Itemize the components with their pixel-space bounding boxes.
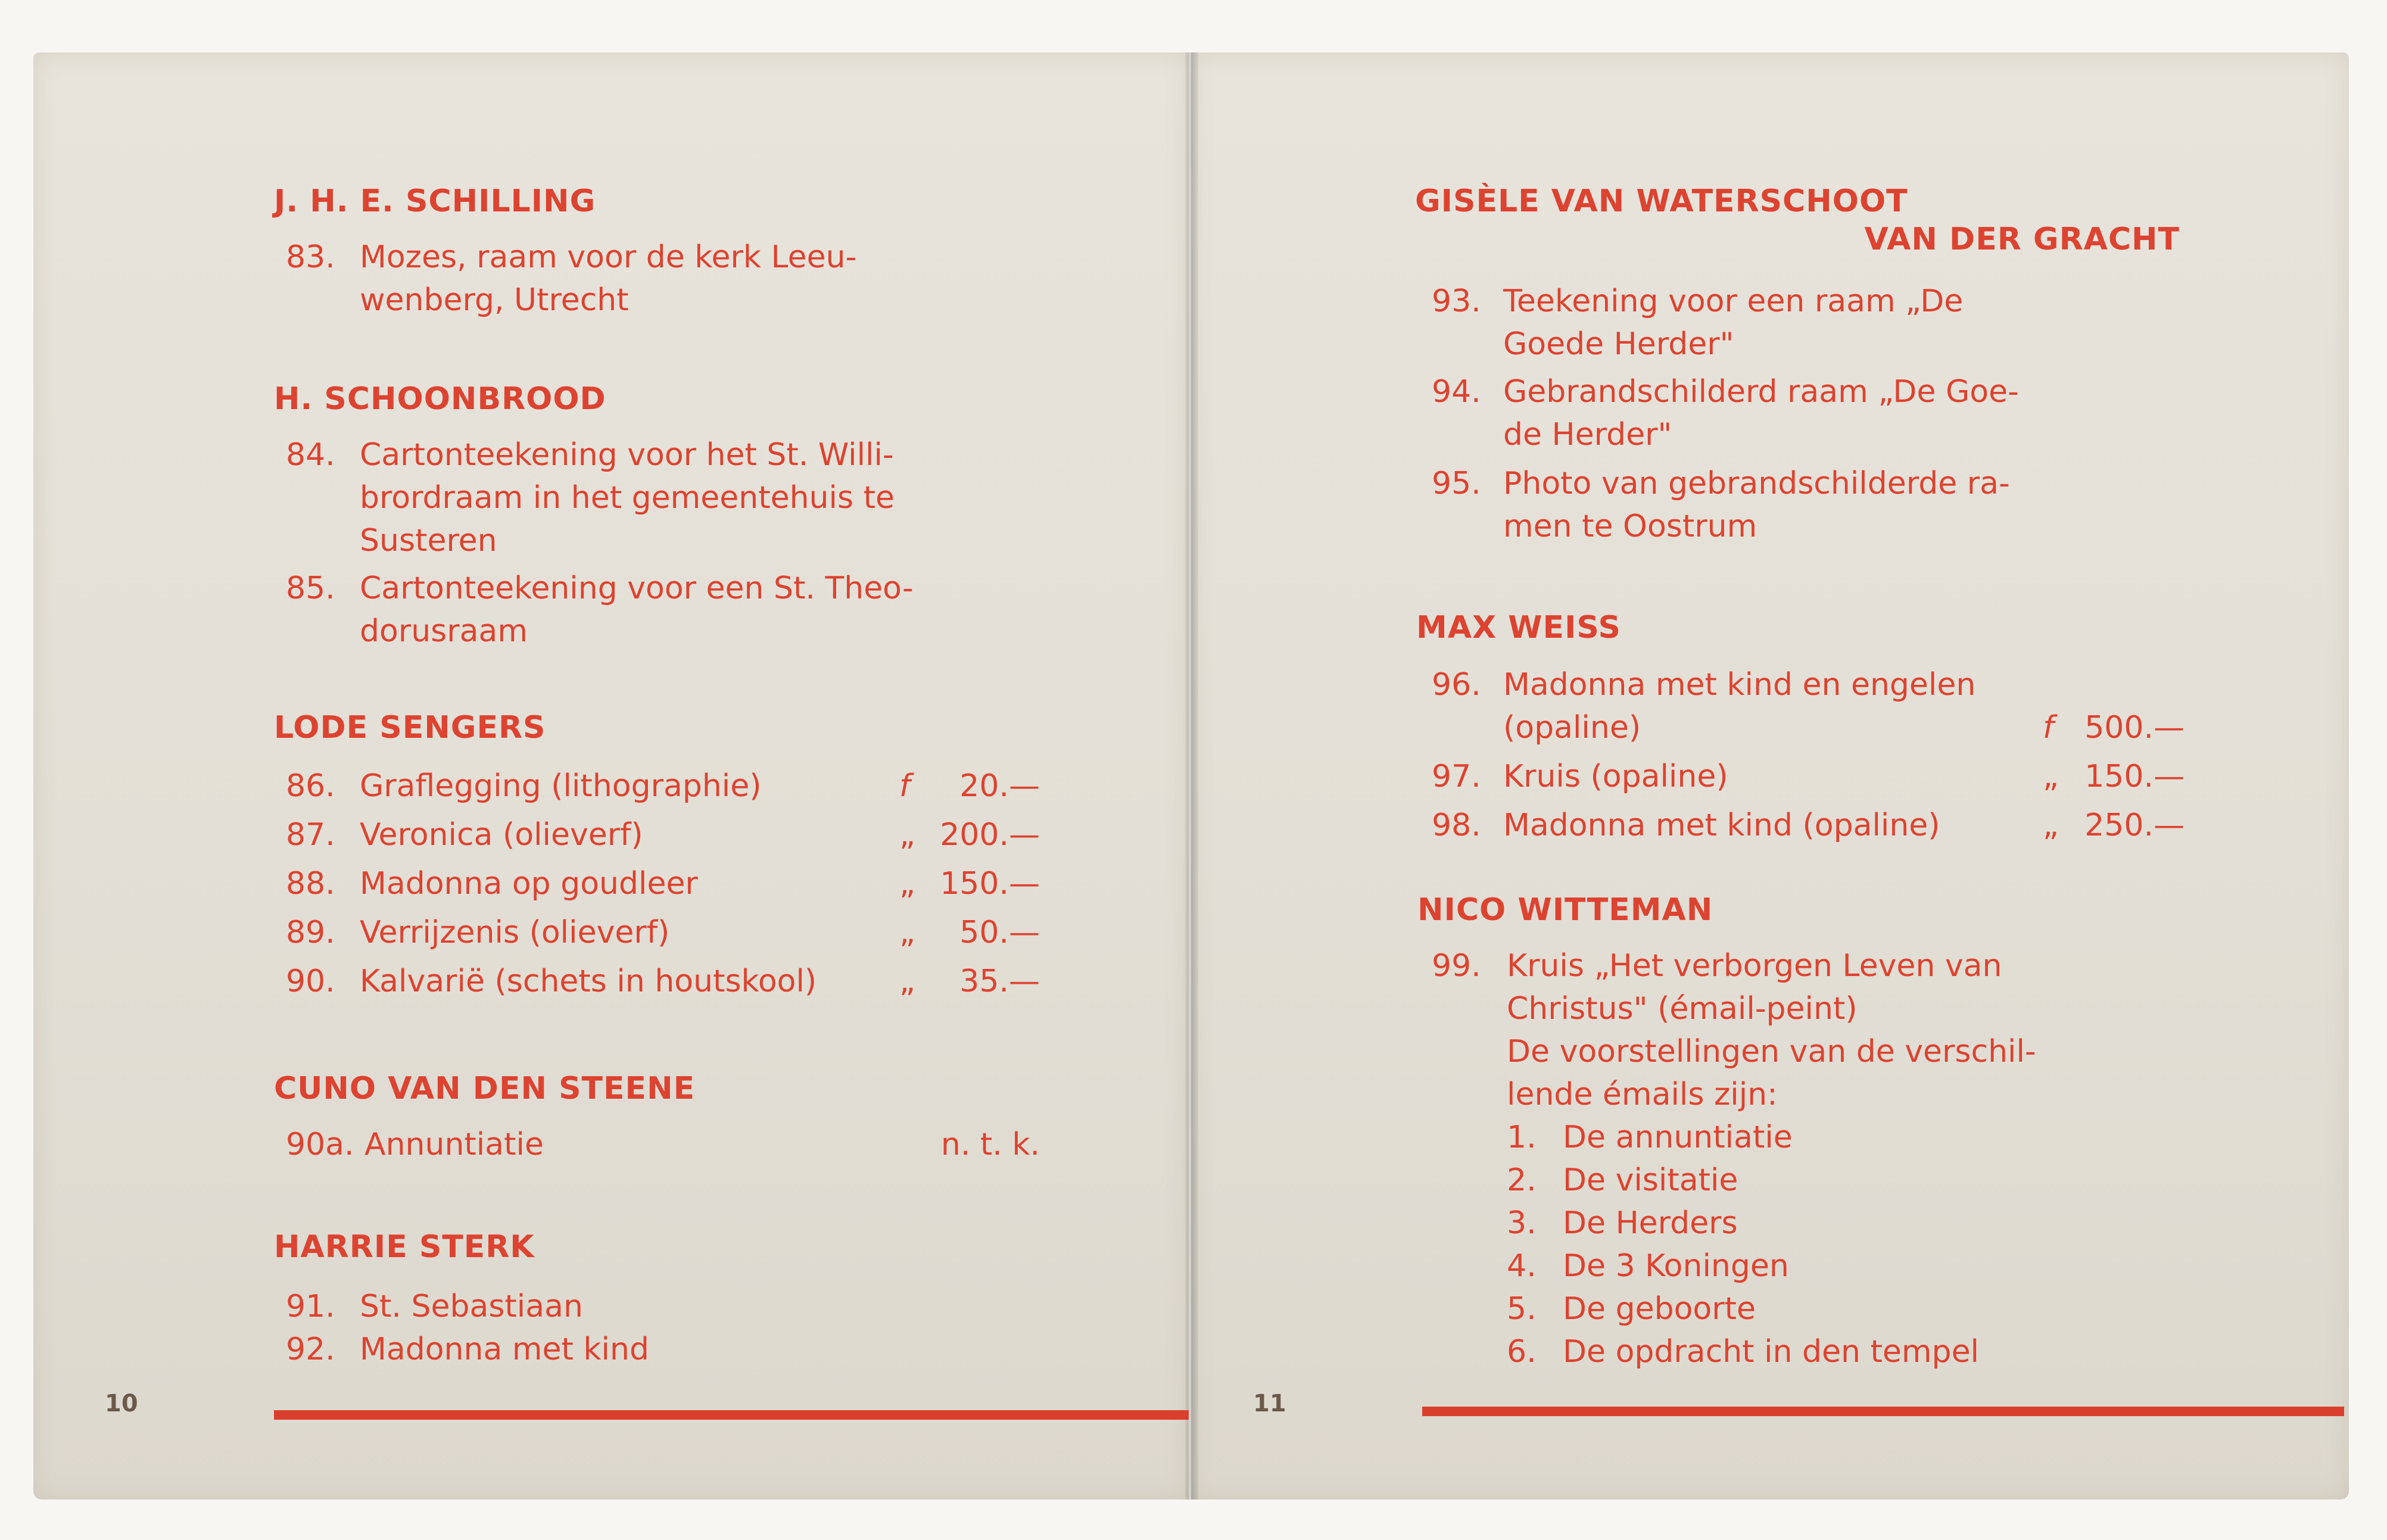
artist-heading: HARRIE STERK	[274, 1229, 535, 1265]
entry-line: Mozes, raam voor de kerk Leeu-	[360, 239, 857, 275]
price: 500.—	[2084, 710, 2185, 746]
entry-line: lende émails zijn:	[1507, 1077, 1778, 1112]
price: 50.—	[959, 915, 1040, 950]
entry-line: Verrijzenis (olieverf)	[360, 915, 670, 950]
currency-mark: f	[2043, 710, 2054, 746]
sub-item-text: De visitatie	[1563, 1162, 1738, 1198]
booklet-spine	[1185, 52, 1198, 1500]
artist-heading-continuation: VAN DER GRACHT	[1864, 222, 2180, 257]
entry-line: Annuntiatie	[364, 1127, 544, 1162]
entry-number: 92.	[286, 1332, 335, 1367]
price: 35.—	[959, 964, 1040, 999]
entry-line: Gebrandschilderd raam „De Goe-	[1503, 374, 2019, 410]
price: 150.—	[2084, 759, 2185, 794]
entry-number: 93.	[1432, 283, 1481, 319]
currency-mark: f	[899, 768, 911, 804]
entry-number: 86.	[286, 768, 335, 804]
entry-line: Kruis (opaline)	[1503, 759, 1728, 794]
entry-line: De voorstellingen van de verschil-	[1507, 1034, 2036, 1070]
ditto-mark: „	[2043, 759, 2059, 794]
entry-line: wenberg, Utrecht	[360, 282, 629, 318]
entry-number: 99.	[1432, 948, 1481, 984]
ditto-mark: „	[899, 964, 915, 999]
entry-number: 88.	[286, 866, 335, 902]
artist-heading: NICO WITTEMAN	[1417, 892, 1713, 928]
entry-line: Christus" (émail-peint)	[1507, 991, 1858, 1027]
artist-heading: LODE SENGERS	[274, 710, 546, 746]
ditto-mark: „	[899, 915, 915, 950]
entry-number: 87.	[286, 817, 335, 853]
entry-line: Madonna op goudleer	[360, 866, 698, 902]
artist-heading: H. SCHOONBROOD	[274, 381, 606, 417]
entry-line: Susteren	[360, 523, 497, 559]
artist-heading: MAX WEISS	[1416, 610, 1621, 646]
entry-line: (opaline)	[1503, 710, 1641, 746]
entry-number: 85.	[286, 571, 335, 606]
entry-line: Kalvarië (schets in houtskool)	[360, 964, 817, 999]
entry-line: Veronica (olieverf)	[360, 817, 643, 853]
sub-item-number: 1.	[1507, 1120, 1537, 1155]
sub-item-number: 2.	[1507, 1162, 1537, 1198]
entry-line: Madonna met kind en engelen	[1503, 667, 1976, 703]
price: n. t. k.	[940, 1127, 1040, 1162]
sub-item-number: 4.	[1507, 1248, 1537, 1284]
entry-number: 84.	[286, 437, 335, 473]
sub-item-text: De annuntiatie	[1563, 1120, 1793, 1155]
entry-number: 97.	[1432, 759, 1481, 794]
entry-line: Photo van gebrandschilderde ra-	[1503, 466, 2010, 501]
entry-line: Madonna met kind (opaline)	[1503, 808, 1940, 843]
artist-heading: CUNO VAN DEN STEENE	[274, 1071, 696, 1106]
price: 20.—	[959, 768, 1040, 804]
price: 150.—	[940, 866, 1040, 902]
price: 200.—	[940, 817, 1040, 853]
entry-number: 89.	[286, 915, 335, 950]
sub-item-number: 6.	[1507, 1334, 1537, 1370]
page-number: 10	[105, 1390, 138, 1417]
entry-line: Kruis „Het verborgen Leven van	[1507, 948, 2002, 984]
sub-item-number: 3.	[1507, 1205, 1537, 1241]
ditto-mark: „	[899, 866, 915, 902]
entry-line: Graflegging (lithographie)	[360, 768, 762, 804]
page-number: 11	[1253, 1390, 1286, 1417]
footer-rule	[1422, 1407, 2344, 1416]
price: 250.—	[2084, 808, 2185, 843]
entry-line: dorusraam	[360, 613, 528, 649]
ditto-mark: „	[899, 817, 915, 853]
entry-number: 96.	[1432, 667, 1481, 703]
entry-line: Cartonteekening voor het St. Willi-	[360, 437, 894, 473]
entry-line: Teekening voor een raam „De	[1503, 283, 1964, 319]
sub-item-text: De geboorte	[1563, 1291, 1756, 1327]
entry-number: 90a.	[286, 1127, 354, 1162]
entry-line: St. Sebastiaan	[360, 1289, 583, 1324]
sub-item-text: De opdracht in den tempel	[1563, 1334, 1980, 1370]
entry-line: men te Oostrum	[1503, 509, 1757, 544]
artist-heading: GISÈLE VAN WATERSCHOOT	[1415, 183, 1908, 219]
artist-heading: J. H. E. SCHILLING	[274, 183, 596, 219]
footer-rule	[274, 1410, 1189, 1420]
entry-line: Madonna met kind	[360, 1332, 649, 1367]
entry-number: 95.	[1432, 466, 1481, 501]
entry-number: 91.	[286, 1289, 335, 1324]
entry-line: de Herder"	[1503, 417, 1672, 453]
sub-item-number: 5.	[1507, 1291, 1537, 1327]
entry-line: Goede Herder"	[1503, 326, 1734, 362]
entry-line: Cartonteekening voor een St. Theo-	[360, 571, 914, 606]
sub-item-text: De Herders	[1563, 1205, 1738, 1241]
entry-number: 83.	[286, 239, 335, 275]
ditto-mark: „	[2043, 808, 2059, 843]
entry-number: 90.	[286, 964, 335, 999]
entry-number: 98.	[1432, 808, 1481, 843]
entry-line: brordraam in het gemeentehuis te	[360, 480, 895, 516]
entry-number: 94.	[1432, 374, 1481, 410]
sub-item-text: De 3 Koningen	[1563, 1248, 1789, 1284]
